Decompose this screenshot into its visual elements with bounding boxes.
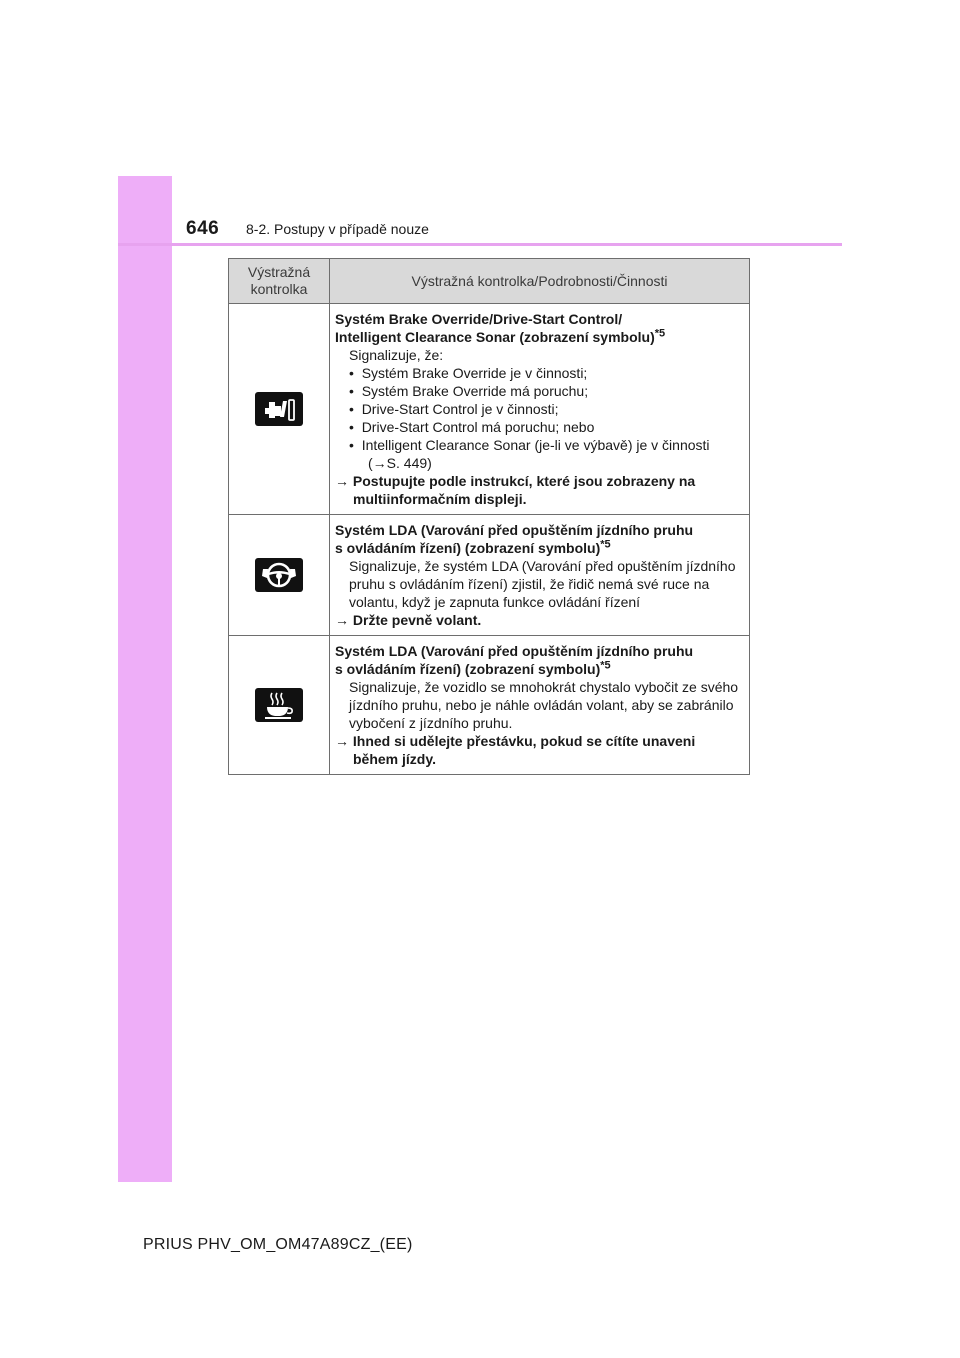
- list-item: • Systém Brake Override je v činnosti;: [349, 365, 588, 381]
- row-intro: Signalizuje, že:: [349, 347, 444, 363]
- icon-cell: [229, 304, 330, 515]
- row-title-line-1: Systém LDA (Varování před opuštěním jízdního pruhu: [335, 522, 694, 538]
- row-description: Signalizuje, že systém LDA (Varování před opuštěním jízdního pruhu s ovládáním řízení) zjistil, že řidič nemá své ruce na volantu, když je zapnuta funkce ovládání řízení: [349, 558, 736, 610]
- icon-cell: [229, 515, 330, 636]
- row-title-line-1: Systém LDA (Varování před opuštěním jízdního pruhu: [335, 643, 694, 659]
- list-item-text: Systém Brake Override má poruchu;: [361, 383, 589, 399]
- list-item: • Intelligent Clearance Sonar (je-li ve výbavě) je v činnosti: [349, 437, 710, 453]
- row-title-text: Intelligent Clearance Sonar (zobrazení symbolu): [335, 329, 655, 345]
- row-title-line-2: [335, 660, 744, 678]
- footnote-ref: *5: [600, 538, 611, 551]
- steering-wheel-hands-off-icon: [255, 558, 303, 592]
- warning-lights-table: [228, 258, 750, 775]
- list-item: • Systém Brake Override má poruchu;: [349, 383, 589, 399]
- header-divider: [118, 243, 842, 246]
- page-number: 646: [186, 218, 220, 239]
- row-title-line-2: [335, 328, 744, 346]
- list-item: • Drive-Start Control je v činnosti;: [349, 401, 559, 417]
- chapter-sidebar-tab: [118, 176, 172, 1182]
- details-cell: [330, 304, 750, 515]
- list-item-text: Drive-Start Control má poruchu; nebo: [361, 419, 595, 435]
- row-action: [335, 472, 744, 508]
- brake-override-icon: [255, 392, 303, 426]
- arrow-icon: →: [335, 612, 349, 628]
- row-title-text: s ovládáním řízení) (zobrazení symbolu): [335, 540, 601, 556]
- section-title: 8-2. Postupy v případě nouze: [246, 221, 429, 237]
- row-action: [335, 611, 744, 629]
- table-row: [229, 515, 750, 636]
- row-action-text: Postupujte podle instrukcí, které jsou zobrazeny na multiinformačním displeji.: [352, 473, 696, 507]
- row-action-text: Držte pevně volant.: [352, 612, 482, 628]
- footnote-ref: *5: [600, 659, 611, 672]
- coffee-cup-icon: [255, 688, 303, 722]
- footnote-ref: *5: [654, 327, 666, 340]
- list-item-text: Drive-Start Control je v činnosti;: [361, 401, 559, 417]
- details-cell: [330, 515, 750, 636]
- list-item-text: Intelligent Clearance Sonar (je-li ve výbavě) je v činnosti: [361, 437, 710, 453]
- column-header-details: Výstražná kontrolka/Podrobnosti/Činnosti: [330, 259, 750, 304]
- row-action: [335, 732, 744, 768]
- row-title-text: s ovládáním řízení) (zobrazení symbolu): [335, 661, 601, 677]
- row-title-line-1: Systém Brake Override/Drive-Start Control/: [335, 311, 623, 327]
- icon-cell: [229, 636, 330, 775]
- row-description: Signalizuje, že vozidlo se mnohokrát chystalo vybočit ze svého jízdního pruhu, nebo je náhle ovládán volant, aby se zabránilo vybočení z jízdního pruhu.: [349, 679, 739, 731]
- list-item: • Drive-Start Control má poruchu; nebo: [349, 419, 595, 435]
- details-cell: [330, 636, 750, 775]
- arrow-icon: →: [335, 473, 349, 489]
- document-footer: PRIUS PHV_OM_OM47A89CZ_(EE): [143, 1236, 413, 1253]
- row-title-line-2: [335, 539, 744, 557]
- list-item-text: Systém Brake Override je v činnosti;: [361, 365, 588, 381]
- table-header-row: [229, 259, 750, 304]
- row-action-text: Ihned si udělejte přestávku, pokud se cítíte unaveni během jízdy.: [352, 733, 696, 767]
- column-header-light: Výstražná kontrolka: [229, 259, 330, 304]
- page-reference: (→S. 449): [368, 455, 432, 471]
- table-row: [229, 304, 750, 515]
- table-row: [229, 636, 750, 775]
- arrow-icon: →: [335, 733, 349, 749]
